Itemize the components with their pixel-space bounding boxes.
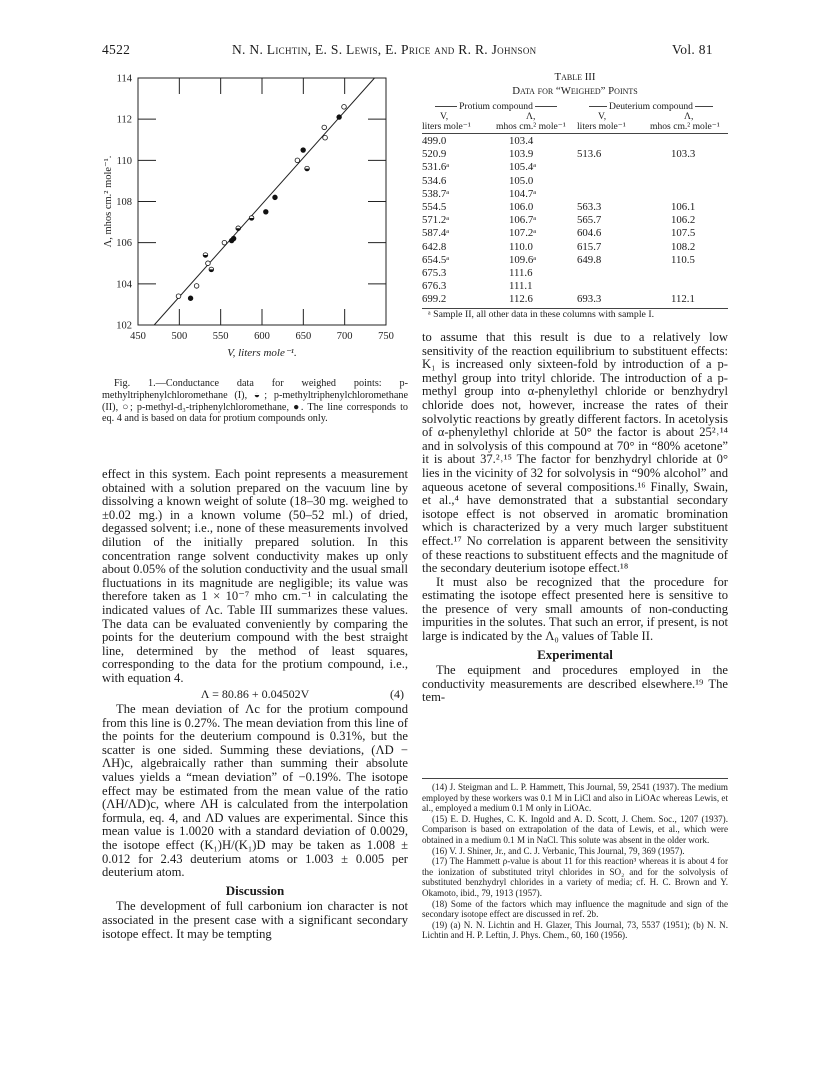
equation-number: (4) — [390, 686, 404, 701]
table-cell: 538.7ᵃ — [422, 187, 450, 200]
table-3-rule-top — [422, 133, 728, 134]
x-tick-label: 500 — [171, 331, 188, 342]
table-3-col-lambda-protium: Λ, — [526, 111, 536, 122]
table-cell: 675.3 — [422, 267, 447, 280]
data-point-protium-ii — [176, 294, 181, 299]
table-row — [422, 188, 728, 201]
volume-label: Vol. 81 — [672, 42, 713, 57]
table-cell: 110.0 — [509, 240, 533, 253]
table-3-footnote: ᵃ Sample II, all other data in these columns with sample I. — [428, 309, 655, 320]
equation-text: Λ = 80.86 + 0.04502V — [200, 686, 310, 701]
y-tick-label: 108 — [116, 197, 132, 208]
paragraph: effect in this system. Each point represents a measurement obtained with a solution prepared on the vacuum line by dissolving a known weight of solute (18–30 mg. weighed to ±0.02 mg.) in a known volume (50–52 ml.) of dried, degassed solvent; i.e., none of these measurements involved dilution of the initially prepared solution. In this concentration range solvent conductivity makes up only about 0.05% of the solution conductivity and the usual small fluctuations in its magnitude are negligible; its value was therefore taken as 1 × 10⁻⁷ mho cm.⁻¹ in calculating the indicated values of Λc. Table III summarizes these values. The data can be evaluated conveniently by comparing the points for the deuterium compound with the best straight line, determined by the method of least squares, corresponding to the data for the protium compound, i.e., with equation 4. — [102, 467, 408, 685]
table-cell: 111.6 — [509, 267, 533, 280]
page-number: 4522 — [102, 42, 131, 57]
table-3-group-deuterium: Deuterium compound — [609, 101, 693, 112]
table-cell: 571.2ᵃ — [422, 214, 450, 227]
paragraph: It must also be recognized that the procedure for estimating the isotope effect presented here is sensitive to the presence of very small amounts of non-conducting impurities in the solutes. That such an error, if present, is not large is indicated by the Λ₀ values of Table II. — [422, 574, 728, 644]
table-cell: 693.3 — [577, 293, 602, 306]
table-cell: 108.2 — [671, 240, 696, 253]
y-tick-label: 110 — [116, 155, 132, 167]
table-cell: 105.0 — [509, 174, 534, 187]
figure-1-chart — [100, 70, 410, 372]
y-tick-label: 106 — [116, 238, 132, 250]
table-cell — [669, 135, 728, 148]
x-axis-label: V, liters mole⁻¹. — [227, 347, 297, 359]
table-cell: 106.2 — [671, 214, 696, 227]
references-rule — [422, 778, 728, 779]
table-cell: 531.6ᵃ — [422, 161, 450, 174]
table-cell: 103.9 — [509, 148, 534, 161]
table-cell: 513.6 — [577, 148, 602, 161]
paragraph: to assume that this result is due to a relatively low sensitivity of the reaction equilibrium to substituent effects: K₁ is increased only sixteen-fold by introduction of a p-methyl group into trityl chloride. The introduction of a p-methyl group into α-phenylethyl chloride or benzhydryl chloride does not, however, increase the rates of their solvolytic reactions by greatly different factors. In acetolysis of α-phenylethyl chloride at 50° the factor is about 25²˒¹⁴ and in solvolysis of this compound at 70° in “80% acetone” it is about 37.²˒¹⁵ The factor for benzhydryl chloride at 0° lies in the vicinity of 32 for solvolysis in “90% alcohol” and aqueous acetone of several compositions.¹⁶ Finally, Swain, et al.,⁴ have demonstrated that a substantial secondary isotope effect is not observed in aromatic bromination which is characterized by a very much larger substituent effect.¹⁷ No correlation is apparent between the sensitivity of these reactions to substituent effects and the magnitude of the secondary deuterium isotope effect.¹⁸ — [422, 330, 728, 576]
table-cell: 112.6 — [509, 293, 533, 306]
x-tick-label: 700 — [336, 331, 353, 342]
table-3-unit-v: liters mole⁻¹ — [577, 121, 626, 132]
data-point-protium-ii — [194, 284, 199, 289]
table-row — [422, 227, 728, 240]
data-point-deuterium — [264, 209, 269, 214]
x-tick-label: 750 — [378, 331, 394, 342]
table-cell — [669, 267, 728, 280]
table-row — [422, 254, 728, 267]
table-row — [422, 161, 728, 174]
table-cell — [669, 188, 728, 201]
table-cell — [569, 175, 669, 188]
table-cell — [669, 280, 728, 293]
table-cell: 112.1 — [671, 293, 695, 306]
table-3-group-protium: Protium compound — [459, 101, 533, 112]
data-point-deuterium — [188, 296, 193, 301]
table-cell: 587.4ᵃ — [422, 227, 450, 240]
reference-item: (15) E. D. Hughes, C. K. Ingold and A. D. Scott, J. Chem. Soc., 1207 (1937). Comparison is based on extrapolation of the data of Lewis, et al., which were obtained in a medium 0.1 M in NaCl. This solute was absent in the older work. — [422, 813, 728, 845]
table-row — [422, 241, 728, 254]
table-cell — [569, 188, 669, 201]
table-3-title: Table III — [554, 71, 596, 83]
table-row — [422, 175, 728, 188]
equation-4 — [102, 688, 408, 702]
table-cell: 107.2ᵃ — [509, 227, 537, 240]
section-heading-discussion: Discussion — [225, 882, 285, 898]
table-cell — [669, 175, 728, 188]
figure-caption — [102, 378, 408, 425]
fit-line — [154, 78, 374, 325]
paragraph: The mean deviation of Λc for the protium compound from this line is 0.27%. The mean deviation from this line of the points for the deuterium compound is 0.31%, but the scatter is one sided. Summing these deviations, (ΛD − ΛH)c, algebraically rather than summing their absolute values yields a “mean deviation” of −0.19%. The isotope effect may be estimated from the mean value of the ratio (ΛH/ΛD)c, where ΛH is calculated from the interpolation formula, eq. 4, and ΛD values are experimental. Since this mean value is 1.0020 with a standard deviation of 0.0029, the isotope effect (K₁)H/(K₁)D may be taken as 1.008 ± 0.012 for 2.43 deuterium atoms or 1.003 ± 0.005 per deuterium atom. — [102, 702, 408, 880]
y-tick-label: 114 — [116, 73, 132, 85]
x-tick-label: 600 — [254, 331, 270, 342]
x-tick-label: 450 — [130, 331, 146, 342]
table-row — [422, 135, 728, 148]
left-column — [102, 468, 408, 941]
table-cell: 615.7 — [577, 240, 602, 253]
section-heading-experimental: Experimental — [537, 646, 613, 662]
figure-caption-text: Fig. 1.—Conductance data for weighed points: p-methyltriphenylchloromethane (I), ◒; p-methyltriphenylchloromethane (II), ○; p-methyl-d₃-triphenylchloromethane, ●. The line corresponds to eq. 4 and is based on data for protium compounds only. — [102, 378, 408, 425]
table-cell: 499.0 — [422, 135, 447, 147]
x-tick-label: 550 — [212, 331, 229, 342]
table-row — [422, 201, 728, 214]
table-cell: 106.1 — [671, 201, 696, 214]
table-cell: 604.6 — [577, 227, 602, 240]
table-cell: 107.5 — [671, 227, 696, 240]
table-cell: 563.3 — [577, 201, 602, 214]
plot-frame — [138, 78, 386, 325]
data-point-protium-ii — [322, 125, 327, 130]
table-cell: 699.2 — [422, 293, 447, 306]
reference-item: (14) J. Steigman and L. P. Hammett, This Journal, 59, 2541 (1937). The medium employed by these workers was 0.1 M in LiCl and also in LiOAc whereas Lewis, et al., employed a medium 0.1 M only in LiOAc. — [422, 782, 728, 814]
table-3-body — [422, 135, 728, 307]
table-cell: 534.6 — [422, 174, 447, 187]
table-3-unit-lambda: mhos cm.² mole⁻¹ — [650, 121, 720, 132]
table-3-unit-lambda: mhos cm.² mole⁻¹ — [496, 121, 566, 132]
data-point-deuterium — [273, 195, 278, 200]
x-tick-label: 650 — [295, 331, 312, 342]
table-cell — [569, 267, 669, 280]
data-point-protium-ii — [206, 261, 211, 266]
data-point-deuterium — [337, 115, 342, 120]
table-row — [422, 293, 728, 306]
data-point-protium-ii — [222, 240, 227, 245]
table-row — [422, 267, 728, 280]
table-cell: 649.8 — [577, 253, 602, 266]
table-3-col-v-protium: V, — [440, 111, 449, 122]
table-row — [422, 148, 728, 161]
table-cell: 654.5ᵃ — [422, 253, 450, 266]
table-cell: 103.4 — [509, 135, 534, 147]
table-cell: 520.9 — [422, 148, 447, 161]
y-tick-label: 102 — [116, 320, 132, 332]
reference-item: (18) Some of the factors which may influence the magnitude and sign of the secondary isotope effect are discussed in ref. 2b. — [422, 898, 728, 920]
data-point-deuterium — [301, 148, 306, 153]
table-3-col-v-deuterium: V, — [598, 111, 607, 122]
table-cell: 109.6ᵃ — [509, 253, 537, 266]
table-cell: 103.3 — [671, 148, 696, 161]
paragraph: The equipment and procedures employed in the conductivity measurements are described elsewhere.¹⁹ The tem- — [422, 663, 728, 705]
table-cell: 106.0 — [509, 201, 534, 214]
right-column — [422, 331, 728, 705]
y-tick-label: 112 — [116, 114, 132, 126]
table-row — [422, 214, 728, 227]
running-header-authors: N. N. Lichtin, E. S. Lewis, E. Price and R. R. Johnson — [232, 42, 537, 57]
table-cell: 554.5 — [422, 201, 447, 214]
table-cell: 111.1 — [509, 280, 533, 293]
table-cell — [669, 161, 728, 174]
table-3-col-lambda-deuterium: Λ, — [684, 111, 694, 122]
table-3-subtitle: Data for “Weighed” Points — [512, 85, 638, 97]
paragraph: The development of full carbonium ion character is not associated in the present case with a significant secondary isotope effect. It may be tempting — [102, 899, 408, 941]
data-point-protium-ii — [295, 158, 300, 163]
reference-item: (19) (a) N. N. Lichtin and H. Glazer, This Journal, 73, 5537 (1951); (b) N. N. Lichtin and H. P. Leftin, J. Phys. Chem., 60, 160 (1956). — [422, 919, 728, 941]
table-row — [422, 280, 728, 293]
table-cell: 104.7ᵃ — [509, 187, 537, 200]
table-cell — [569, 161, 669, 174]
table-cell: 105.4ᵃ — [509, 161, 537, 174]
table-cell — [569, 135, 669, 148]
data-point-deuterium — [231, 236, 236, 241]
table-cell: 110.5 — [671, 253, 695, 266]
table-cell: 676.3 — [422, 280, 447, 293]
table-cell — [569, 280, 669, 293]
table-cell: 106.7ᵃ — [509, 214, 537, 227]
table-cell: 642.8 — [422, 240, 447, 253]
table-cell: 565.7 — [577, 214, 602, 227]
data-point-protium-ii — [323, 135, 328, 140]
data-point-protium-ii — [342, 105, 347, 110]
y-axis-label: Λ, mhos cm.² mole⁻¹. — [103, 155, 114, 248]
table-3-unit-v: liters mole⁻¹ — [422, 121, 471, 132]
reference-item: (16) V. J. Shiner, Jr., and C. J. Verbanic, This Journal, 79, 369 (1957). — [432, 845, 685, 856]
references — [422, 782, 728, 941]
reference-item: (17) The Hammett ρ-value is about 11 for this reaction³ whereas it is about 4 for the ionization of substituted trityl chlorides in SO₂ and for the solvolysis of substituted benzhydryl chlorides in a variety of media; cf. H. C. Brown and Y. Okamoto, ibid., 79, 1913 (1957). — [422, 856, 728, 898]
y-tick-label: 104 — [116, 279, 132, 291]
